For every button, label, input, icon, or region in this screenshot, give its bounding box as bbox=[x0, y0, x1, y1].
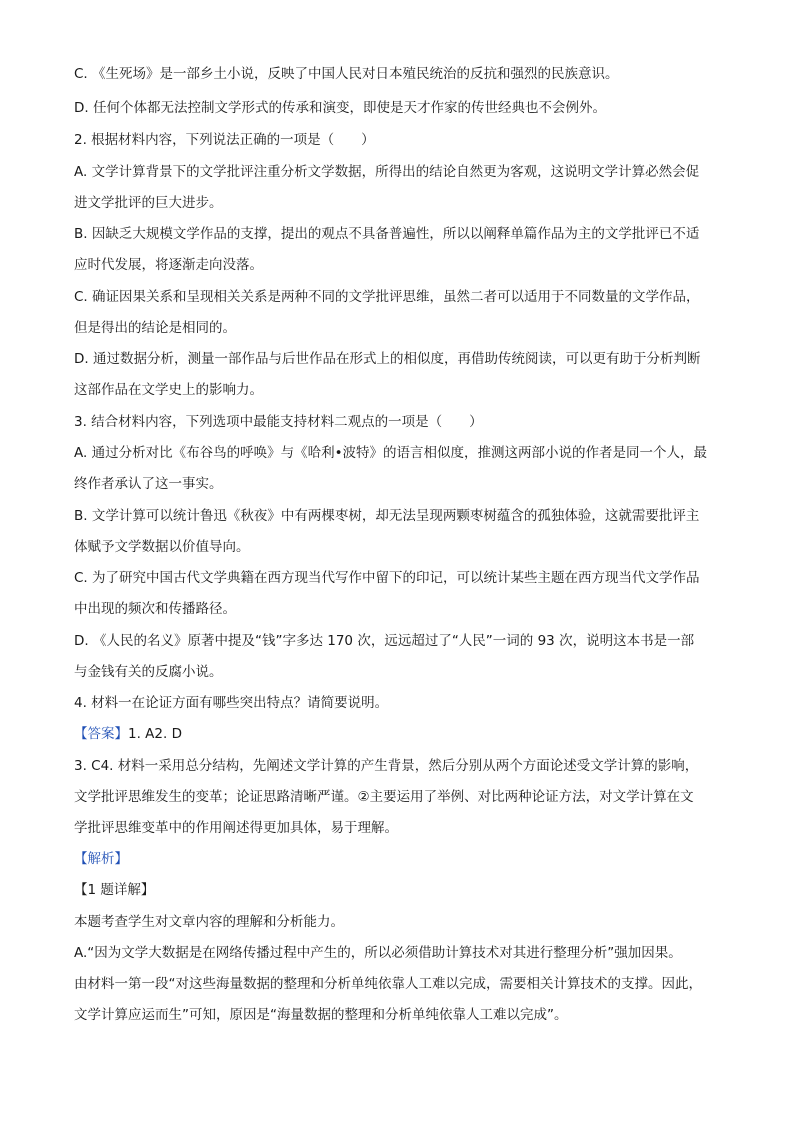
option-line: 与金钱有关的反腐小说。 bbox=[74, 664, 223, 680]
option-line: 应时代发展，将逐渐走向没落。 bbox=[74, 257, 263, 273]
option-line: 但是得出的结论是相同的。 bbox=[74, 320, 236, 336]
option-line: B. 文学计算可以统计鲁迅《秋夜》中有两棵枣树，却无法呈现两颗枣树蕴含的孤独体验，这就需要批评主 bbox=[74, 508, 700, 524]
option-line: D. 《人民的名义》原著中提及“钱”字多达 170 次，远远超过了“人民”一词的 93 次，说明这本书是一部 bbox=[74, 633, 695, 649]
analysis-line: 由材料一第一段“对这些海量数据的整理和分析单纯依靠人工难以完成，需要相关计算技术的支撑。因此， bbox=[74, 976, 702, 992]
answer-line: 文学批评思维发生的变革；论证思路清晰严谨。②主要运用了举例、对比两种论证方法，对文学计算在文 bbox=[74, 789, 694, 805]
option-line: C. 为了研究中国古代文学典籍在西方现当代写作中留下的印记，可以统计某些主题在西方现当代文学作品 bbox=[74, 570, 700, 586]
option-line: B. 因缺乏大规模文学作品的支撑，提出的观点不具备普遍性，所以以阐释单篇作品为主的文学批评已不适 bbox=[74, 226, 700, 242]
option-line: D. 任何个体都无法控制文学形式的传承和演变，即使是天才作家的传世经典也不会例外。 bbox=[74, 100, 606, 116]
answer-label: 【答案】 bbox=[74, 726, 128, 742]
answer-line: 3. C4. 材料一采用总分结构，先阐述文学计算的产生背景，然后分别从两个方面论述受文学计算的影响， bbox=[74, 758, 699, 774]
section-heading: 【1 题详解】 bbox=[74, 882, 155, 898]
option-line: 终作者承认了这一事实。 bbox=[74, 476, 223, 492]
option-line: A. 通过分析对比《布谷鸟的呼唤》与《哈利•波特》的语言相似度，推测这两部小说的作者是同一个人，最 bbox=[74, 445, 708, 461]
option-line: 进文学批评的巨大进步。 bbox=[74, 195, 223, 211]
answer-line: 学批评思维变革中的作用阐述得更加具体，易于理解。 bbox=[74, 820, 398, 836]
option-line: 体赋予文学数据以价值导向。 bbox=[74, 539, 250, 555]
question-line: 2. 根据材料内容，下列说法正确的一项是（ ） bbox=[74, 132, 375, 148]
analysis-line: 本题考查学生对文章内容的理解和分析能力。 bbox=[74, 914, 344, 930]
option-line: C. 确证因果关系和呈现相关关系是两种不同的文学批评思维，虽然二者可以适用于不同数量的文学作品， bbox=[74, 289, 700, 305]
question-line: 4. 材料一在论证方面有哪些突出特点？请简要说明。 bbox=[74, 695, 389, 711]
option-line: C. 《生死场》是一部乡土小说，反映了中国人民对日本殖民统治的反抗和强烈的民族意识。 bbox=[74, 66, 619, 82]
option-line: 中出现的频次和传播路径。 bbox=[74, 601, 236, 617]
answer-line bbox=[74, 724, 724, 744]
option-line: D. 通过数据分析，测量一部作品与后世作品在形式上的相似度，再借助传统阅读，可以更有助于分析判断 bbox=[74, 351, 701, 367]
analysis-label: 【解析】 bbox=[74, 851, 128, 867]
analysis-line: A.“因为文学大数据是在网络传播过程中产生的，所以必须借助计算技术对其进行整理分析”强加因果。 bbox=[74, 945, 682, 961]
analysis-line: 文学计算应运而生”可知，原因是“海量数据的整理和分析单纯依靠人工难以完成”。 bbox=[74, 1007, 568, 1023]
question-line: 3. 结合材料内容，下列选项中最能支持材料二观点的一项是（ ） bbox=[74, 414, 483, 430]
answer-text: 1. A2. D bbox=[128, 726, 182, 742]
option-line: 这部作品在文学史上的影响力。 bbox=[74, 382, 263, 398]
option-line: A. 文学计算背景下的文学批评注重分析文学数据，所得出的结论自然更为客观，这说明文学计算必然会促 bbox=[74, 164, 700, 180]
